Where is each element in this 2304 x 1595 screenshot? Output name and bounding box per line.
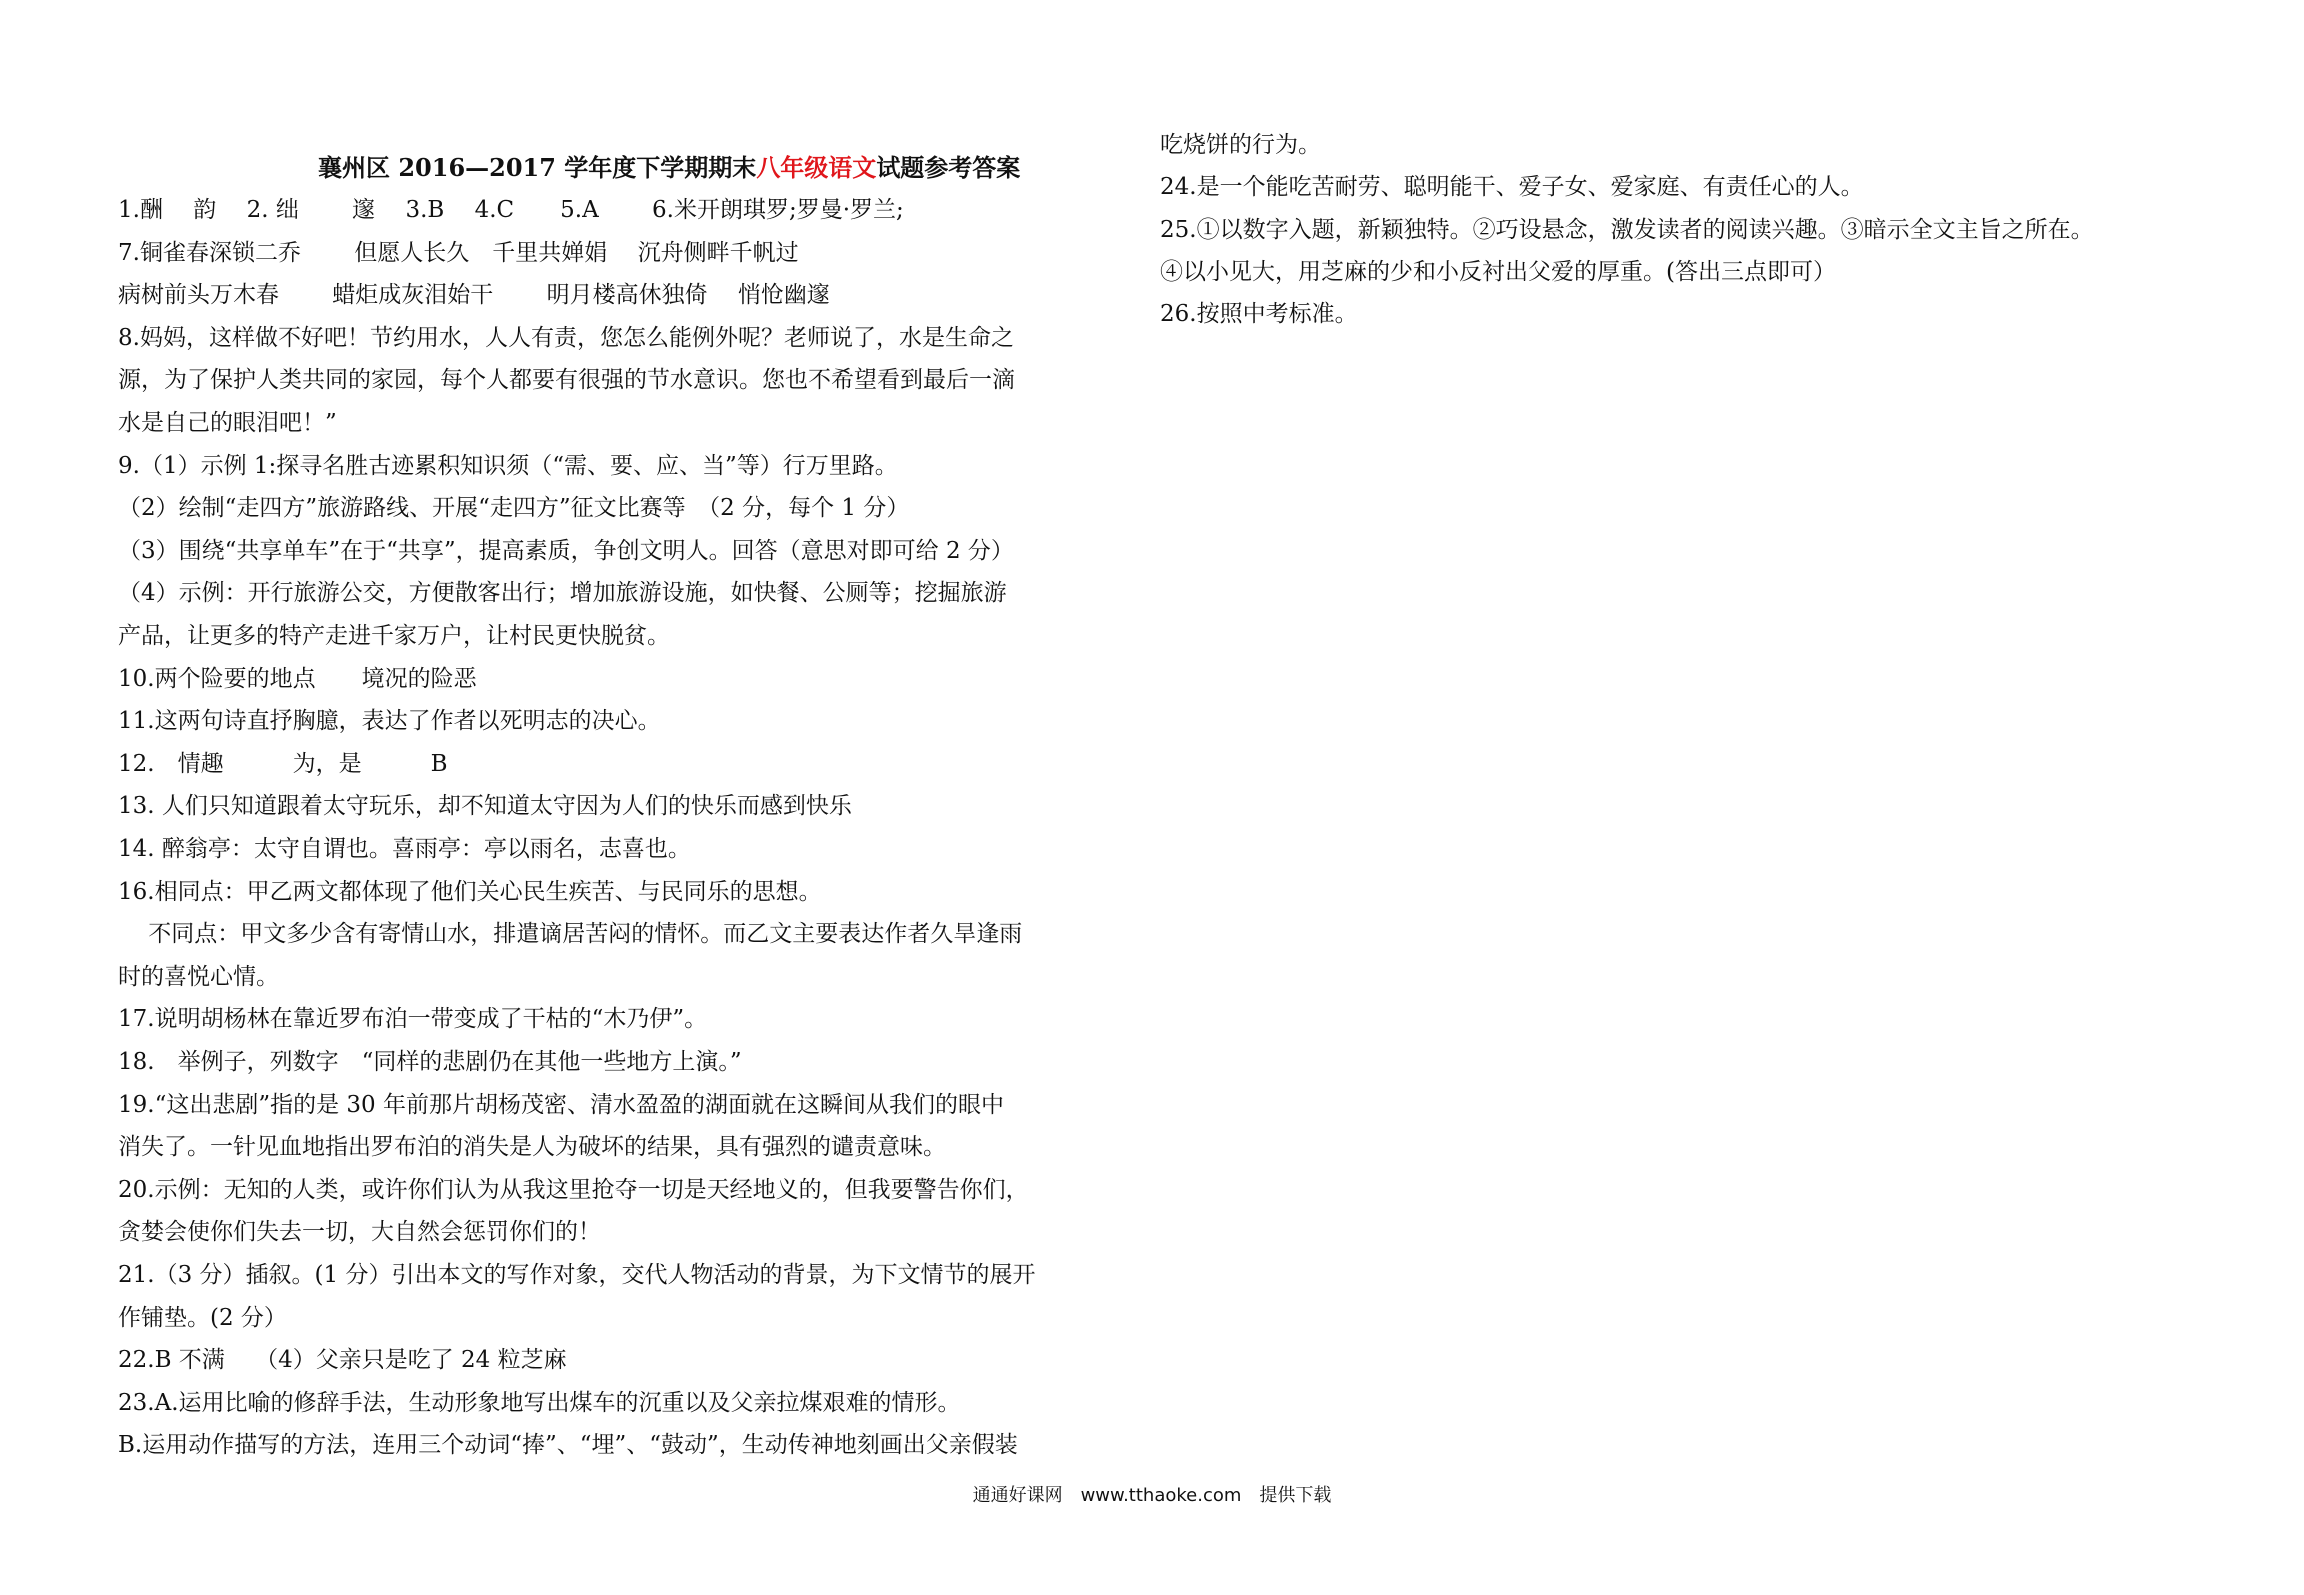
answer-line: 23.A.运用比喻的修辞手法，生动形象地写出煤车的沉重以及父亲拉煤艰难的情形。 — [118, 1389, 961, 1416]
answer-line: 19.“这出悲剧”指的是 30 年前那片胡杨茂密、清水盈盈的湖面就在这瞬间从我们的眼中 — [118, 1091, 1004, 1118]
answer-line: ④以小见大，用芝麻的少和小反衬出父爱的厚重。(答出三点即可） — [1160, 258, 1836, 285]
answer-line: 产品，让更多的特产走进千家万户，让村民更快脱贫。 — [118, 623, 670, 649]
answer-line: 不同点：甲文多少含有寄情山水，排遣谪居苦闷的情怀。而乙文主要表达作者久旱逢雨 — [118, 921, 1023, 948]
answer-line: （4）示例：开行旅游公交，方便散客出行；增加旅游设施，如快餐、公厕等；挖掘旅游 — [118, 580, 1007, 607]
answer-line: 20.示例：无知的人类，或许你们认为从我这里抢夺一切是天经地义的，但我要警告你们， — [118, 1176, 1029, 1203]
answer-line: 贪婪会使你们失去一切，大自然会惩罚你们的！ — [118, 1219, 601, 1246]
answer-line: 10.两个险要的地点 境况的险恶 — [118, 665, 477, 692]
answer-line: 时的喜悦心情。 — [118, 963, 279, 990]
answer-line: 消失了。一针见血地指出罗布泊的消失是人为破坏的结果，具有强烈的谴责意味。 — [118, 1134, 946, 1161]
answer-line: 11.这两句诗直抒胸臆，表达了作者以死明志的决心。 — [118, 708, 661, 735]
answer-line: 16.相同点：甲乙两文都体现了他们关心民生疾苦、与民同乐的思想。 — [118, 878, 822, 905]
answer-line: 14. 醉翁亭：太守自谓也。喜雨亭：亭以雨名，志喜也。 — [118, 836, 691, 862]
answer-line: 13. 人们只知道跟着太守玩乐，却不知道太守因为人们的快乐而感到快乐 — [118, 793, 852, 820]
footer-credit — [0, 1484, 2304, 1508]
answer-line: 22.B 不满 （4）父亲只是吃了 24 粒芝麻 — [118, 1347, 567, 1374]
answer-line: 24.是一个能吃苦耐劳、聪明能干、爱子女、爱家庭、有责任心的人。 — [1160, 174, 1864, 201]
answer-line: 病树前头万木春 蜡炬成灰泪始干 明月楼高休独倚 悄怆幽邃 — [118, 282, 830, 309]
title-part2: 试题参考答案 — [876, 153, 1021, 182]
answer-line: 26.按照中考标准。 — [1160, 301, 1358, 328]
footer-text: 通通好课网 www.tthaoke.com 提供下载 — [972, 1485, 1332, 1506]
answer-line: 21.（3 分）插叙。(1 分）引出本文的写作对象，交代人物活动的背景，为下文情节的展开 — [118, 1262, 1036, 1288]
answer-line: 作铺垫。(2 分） — [118, 1304, 287, 1331]
answer-line: （2）绘制“走四方”旅游路线、开展“走四方”征文比赛等 （2 分，每个 1 分） — [118, 495, 910, 522]
answer-line: 8.妈妈，这样做不好吧！节约用水，人人有责，您怎么能例外呢？老师说了，水是生命之 — [118, 324, 1014, 351]
answer-line: 9.（1）示例 1:探寻名胜古迹累积知识须（“需、要、应、当”等）行万里路。 — [118, 452, 898, 479]
answer-line: 源，为了保护人类共同的家园，每个人都要有很强的节水意识。您也不希望看到最后一滴 — [118, 367, 1015, 394]
answer-line: 18. 举例子，列数字 “同样的悲剧仍在其他一些地方上演。” — [118, 1049, 742, 1075]
title-part1: 襄州区 2016—2017 学年度下学期期末 — [318, 153, 757, 182]
title-highlight: 八年级语文 — [756, 153, 877, 182]
answer-line: 17.说明胡杨林在靠近罗布泊一带变成了干枯的“木乃伊”。 — [118, 1006, 708, 1033]
answer-line: 水是自己的眼泪吧！” — [118, 410, 337, 436]
answer-line: （3）围绕“共享单车”在于“共享”，提高素质，争创文明人。回答（意思对即可给 2 分） — [118, 537, 1014, 564]
answer-line: 1.酬 韵 2. 绌 邃 3.B 4.C 5.A 6.米开朗琪罗;罗曼·罗兰; — [118, 197, 904, 223]
answer-line: 吃烧饼的行为。 — [1160, 132, 1321, 158]
answer-line: 25.①以数字入题，新颖独特。②巧设悬念，激发读者的阅读兴趣。③暗示全文主旨之所在。 — [1160, 216, 2094, 243]
page-title — [318, 153, 1020, 183]
answer-line: 12. 情趣 为，是 B — [118, 750, 448, 777]
answer-line: B.运用动作描写的方法，连用三个动词“捧”、“埋”、“鼓动”，生动传神地刻画出父亲假装 — [118, 1432, 1018, 1459]
answer-line: 7.铜雀春深锁二乔 但愿人长久 千里共婵娟 沉舟侧畔千帆过 — [118, 239, 799, 266]
